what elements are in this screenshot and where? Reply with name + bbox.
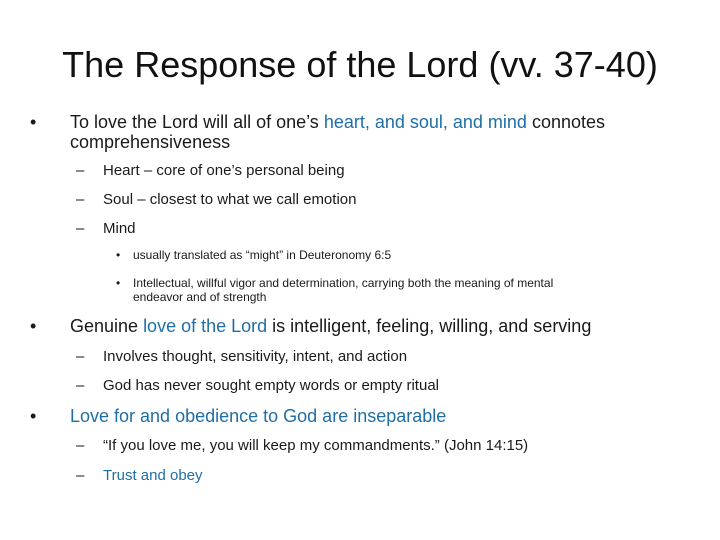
bullet-1-seg1: To love the Lord will all of one’s xyxy=(70,112,324,132)
sub-mind: Mind xyxy=(103,220,136,237)
sub-heart: Heart – core of one’s personal being xyxy=(103,162,345,179)
dash-marker: – xyxy=(76,191,85,208)
bullet-2-seg3: is intelligent, feeling, willing, and serving xyxy=(267,316,592,336)
bullet-2-accent: love of the Lord xyxy=(143,316,268,336)
sub-john-quote: “If you love me, you will keep my commandments.” (John 14:15) xyxy=(103,437,529,454)
bullet-1-seg3: connotes xyxy=(526,112,606,132)
bullet-1-text xyxy=(70,112,605,133)
bullet-marker-small: • xyxy=(116,248,121,262)
bullet-1-line2: comprehensiveness xyxy=(70,132,231,152)
bullet-marker: • xyxy=(30,316,37,336)
sub-soul: Soul – closest to what we call emotion xyxy=(103,191,357,208)
bullet-3-text: Love for and obedience to God are inseparable xyxy=(70,406,447,426)
subsub-intellectual: Intellectual, willful vigor and determination, carrying both the meaning of mental xyxy=(133,276,554,290)
dash-marker: – xyxy=(76,220,85,237)
sub-god-never: God has never sought empty words or empty ritual xyxy=(103,377,439,394)
subsub-intellectual-line2: endeavor and of strength xyxy=(133,290,267,304)
dash-marker: – xyxy=(76,437,85,454)
bullet-marker: • xyxy=(30,112,37,132)
subsub-might: usually translated as “might” in Deuteronomy 6:5 xyxy=(133,248,392,262)
bullet-1-accent: heart, and soul, and mind xyxy=(323,112,527,132)
bullet-2-text xyxy=(70,316,591,337)
dash-marker: – xyxy=(76,377,85,394)
dash-marker: – xyxy=(76,467,85,484)
dash-marker: – xyxy=(76,162,85,179)
bullet-marker-small: • xyxy=(116,276,121,290)
bullet-marker: • xyxy=(30,406,37,426)
sub-trust-obey: Trust and obey xyxy=(103,467,203,484)
dash-marker: – xyxy=(76,348,85,365)
slide-title: The Response of the Lord (vv. 37-40) xyxy=(62,44,658,85)
bullet-2-seg1: Genuine xyxy=(70,316,144,336)
sub-involves: Involves thought, sensitivity, intent, and action xyxy=(103,348,408,365)
